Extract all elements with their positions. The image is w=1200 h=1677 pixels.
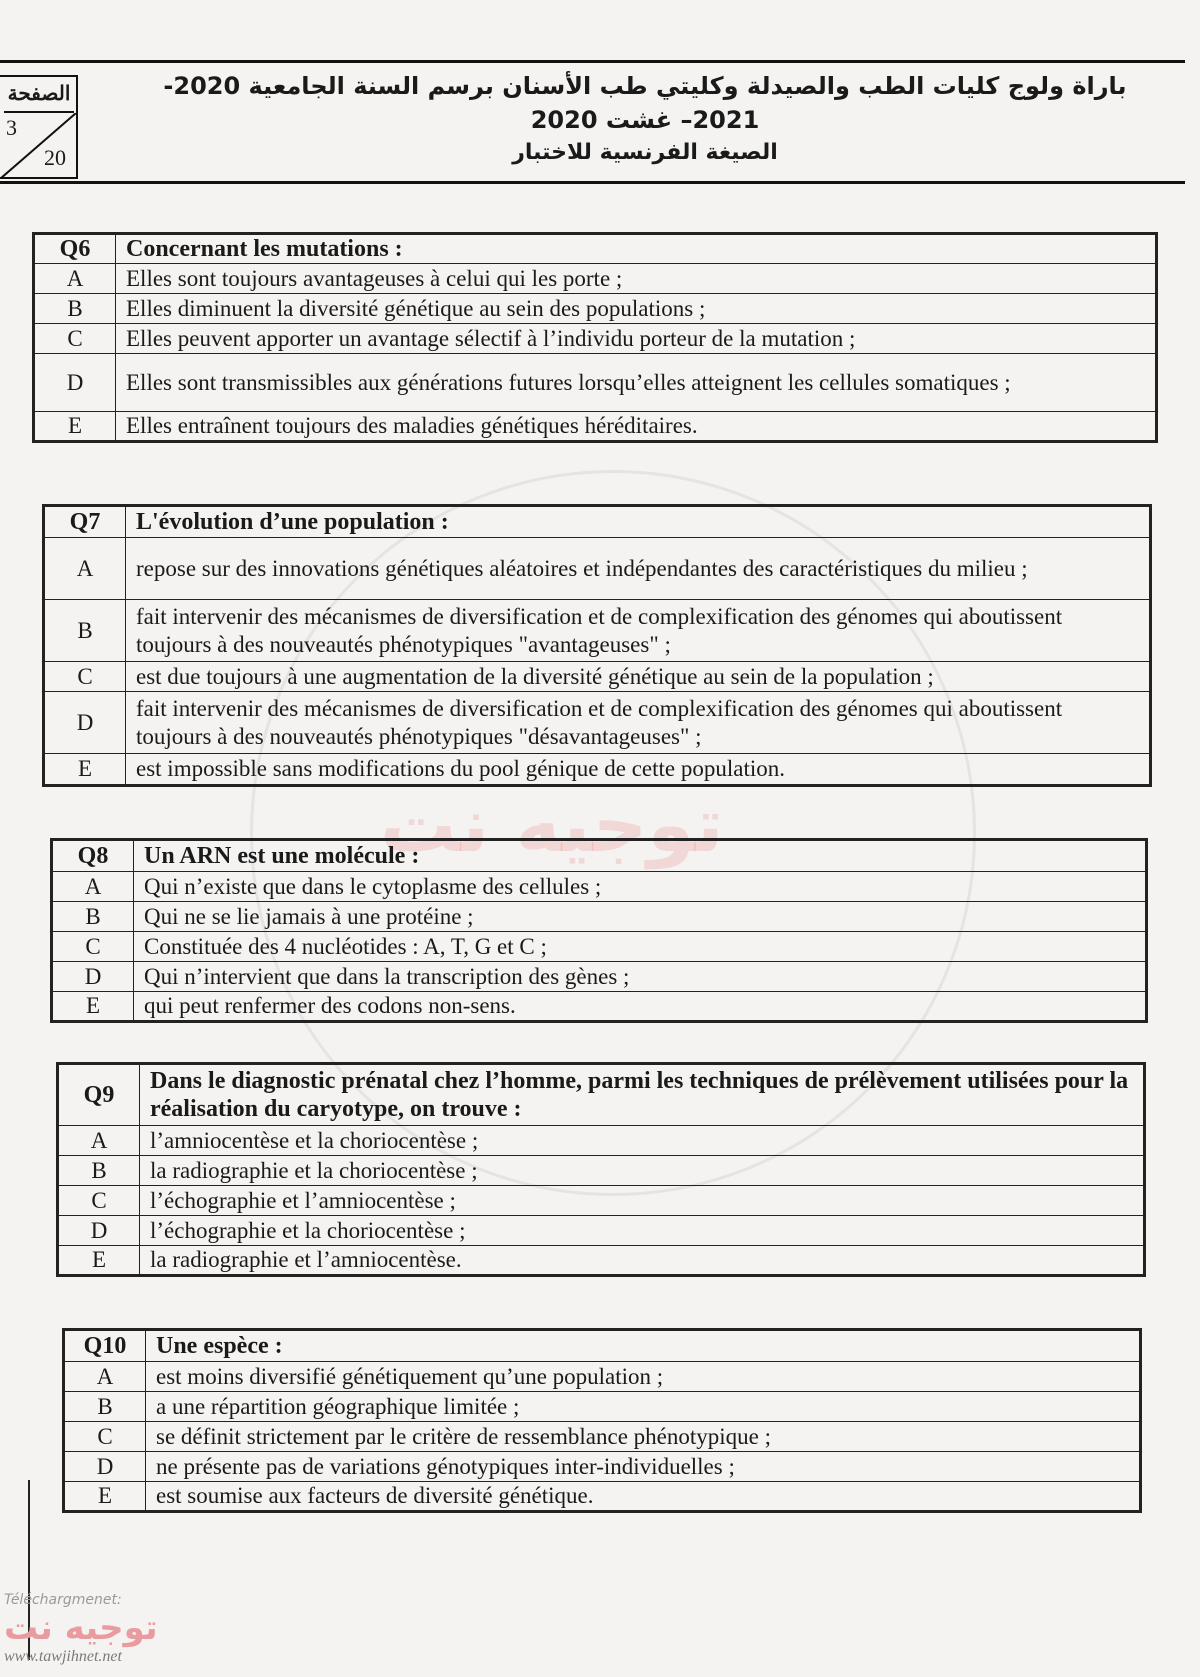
option-text: fait intervenir des mécanismes de diversification et de complexification des génomes qui aboutissent toujours à des nouveautés phénotypiques "avantageuses" ; [126, 600, 1151, 662]
option-text: se définit strictement par le critère de ressemblance phénotypique ; [146, 1422, 1141, 1452]
exam-title-line1: باراة ولوج كليات الطب والصيدلة وكليتي طب الأسنان برسم السنة الجامعية 2020-2021– غشت 2020 [163, 72, 1127, 134]
page-number-box [0, 75, 78, 179]
option-text: est soumise aux facteurs de diversité génétique. [146, 1482, 1141, 1512]
option-text: Elles peuvent apporter un avantage sélectif à l’individu porteur de la mutation ; [116, 324, 1157, 354]
watermark-text: توجيه نت [380, 780, 724, 869]
option-letter: B [34, 294, 116, 324]
option-letter: B [58, 1156, 140, 1186]
option-letter: A [52, 872, 134, 902]
option-letter: B [52, 902, 134, 932]
question-stem: Un ARN est une molécule : [134, 840, 1147, 872]
option-letter: D [52, 962, 134, 992]
option-letter: D [64, 1452, 146, 1482]
option-text: l’amniocentèse et la choriocentèse ; [140, 1126, 1145, 1156]
option-letter: A [34, 264, 116, 294]
exam-title-line2: الصيغة الفرنسية للاختبار [512, 140, 778, 165]
option-letter: C [64, 1422, 146, 1452]
question-table-q6 [32, 232, 1158, 443]
question-stem: Une espèce : [146, 1330, 1141, 1362]
option-letter: E [64, 1482, 146, 1512]
option-text: est impossible sans modifications du pool génique de cette population. [126, 754, 1151, 786]
option-text: la radiographie et l’amniocentèse. [140, 1246, 1145, 1276]
question-table-q10 [62, 1328, 1142, 1513]
option-text: fait intervenir des mécanismes de diversification et de complexification des génomes qui aboutissent toujours à des nouveautés phénotypiques "désavantageuses" ; [126, 692, 1151, 754]
option-letter: A [58, 1126, 140, 1156]
option-letter: C [34, 324, 116, 354]
option-text: Elles diminuent la diversité génétique au sein des populations ; [116, 294, 1157, 324]
footer-url: www.tawjihnet.net [4, 1648, 122, 1665]
option-letter: A [64, 1362, 146, 1392]
question-stem: Dans le diagnostic prénatal chez l’homme, parmi les techniques de prélèvement utilisées pour la réalisation du caryotype, on trouve : [140, 1064, 1145, 1126]
option-text: est moins diversifié génétiquement qu’une population ; [146, 1362, 1141, 1392]
option-text: repose sur des innovations génétiques aléatoires et indépendantes des caractéristiques du milieu ; [126, 538, 1151, 600]
footer-brand: توجيه نت [4, 1608, 158, 1648]
option-text: qui peut renfermer des codons non-sens. [134, 992, 1147, 1022]
option-letter: E [44, 754, 126, 786]
option-letter: E [34, 412, 116, 442]
option-text: Elles entraînent toujours des maladies génétiques héréditaires. [116, 412, 1157, 442]
option-text: est due toujours à une augmentation de la diversité génétique au sein de la population ; [126, 662, 1151, 692]
option-letter: C [58, 1186, 140, 1216]
question-number: Q9 [58, 1064, 140, 1126]
question-stem: Concernant les mutations : [116, 234, 1157, 264]
option-text: Qui ne se lie jamais à une protéine ; [134, 902, 1147, 932]
option-text: Elles sont toujours avantageuses à celui qui les porte ; [116, 264, 1157, 294]
option-letter: E [58, 1246, 140, 1276]
option-text: ne présente pas de variations génotypiques inter-individuelles ; [146, 1452, 1141, 1482]
option-text: Qui n’intervient que dans la transcription des gènes ; [134, 962, 1147, 992]
option-text: l’échographie et l’amniocentèse ; [140, 1186, 1145, 1216]
option-letter: A [44, 538, 126, 600]
footer-download-label: Téléchargmenet: [4, 1592, 122, 1608]
option-letter: C [52, 932, 134, 962]
option-letter: B [64, 1392, 146, 1422]
question-table-q9 [56, 1062, 1146, 1277]
option-text: l’échographie et la choriocentèse ; [140, 1216, 1145, 1246]
option-letter: D [58, 1216, 140, 1246]
exam-title [145, 69, 1145, 169]
option-letter: E [52, 992, 134, 1022]
page-label: الصفحة [4, 81, 74, 113]
footer-logo [4, 1592, 194, 1672]
option-letter: D [44, 692, 126, 754]
question-stem: L'évolution d’une population : [126, 506, 1151, 538]
question-number: Q7 [44, 506, 126, 538]
question-number: Q8 [52, 840, 134, 872]
option-letter: C [44, 662, 126, 692]
option-text: Qui n’existe que dans le cytoplasme des cellules ; [134, 872, 1147, 902]
option-text: a une répartition géographique limitée ; [146, 1392, 1141, 1422]
page-number: 3 [6, 115, 17, 140]
question-number: Q10 [64, 1330, 146, 1362]
page-header [0, 60, 1185, 184]
option-text: Constituée des 4 nucléotides : A, T, G et C ; [134, 932, 1147, 962]
question-table-q7 [42, 504, 1152, 787]
option-text: la radiographie et la choriocentèse ; [140, 1156, 1145, 1186]
page-total: 20 [44, 145, 66, 170]
question-number: Q6 [34, 234, 116, 264]
option-letter: D [34, 354, 116, 412]
option-letter: B [44, 600, 126, 662]
option-text: Elles sont transmissibles aux générations futures lorsqu’elles atteignent les cellules somatiques ; [116, 354, 1157, 412]
question-table-q8 [50, 838, 1148, 1023]
